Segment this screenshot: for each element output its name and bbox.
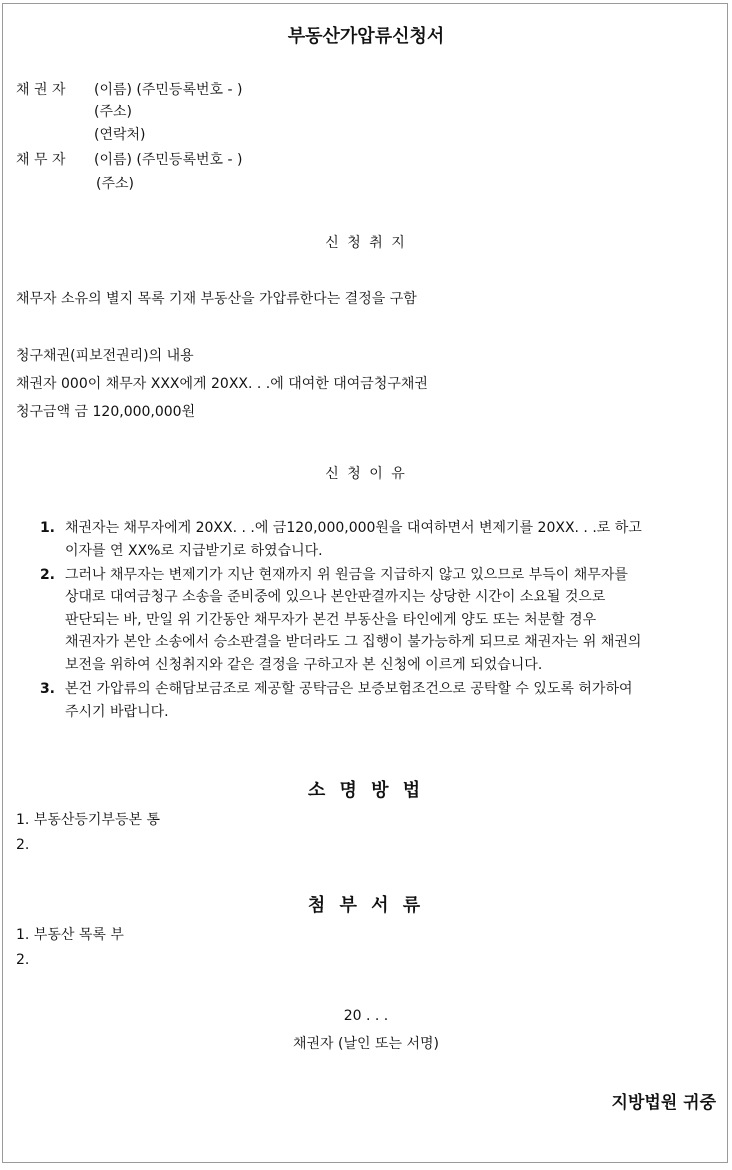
- claim-description: 채권자 000이 채무자 XXX에게 20XX. . .에 대여한 대여금청구채권: [16, 376, 428, 392]
- reason-3-number: 3.: [39, 681, 55, 697]
- claim-amount: 청구금액 금 120,000,000원: [16, 404, 196, 420]
- document-title: 부동산가압류신청서: [287, 26, 445, 47]
- court-recipient: 지방법원 귀중: [611, 1093, 716, 1113]
- reason-1-line: 이자를 연 XX%로 지급받기로 하였습니다.: [65, 543, 323, 559]
- reasons-heading: 신 청 이 유: [325, 466, 407, 482]
- purpose-text: 채무자 소유의 별지 목록 기재 부동산을 가압류한다는 결정을 구함: [16, 291, 417, 307]
- reason-3-line: 본건 가압류의 손해담보금조로 제공할 공탁금은 보증보험조건으로 공탁할 수 있도록 허가하여: [65, 681, 633, 697]
- creditor-name-line: (이름) (주민등록번호 - ): [94, 82, 243, 98]
- creditor-signature: 채권자 (날인 또는 서명): [293, 1036, 439, 1052]
- debtor-name-line: (이름) (주민등록번호 - ): [94, 152, 243, 168]
- debtor-address-line: (주소): [96, 176, 134, 192]
- creditor-address-line: (주소): [94, 104, 132, 120]
- attachment-item-2: 2.: [16, 952, 30, 968]
- evidence-item-1: 1. 부동산등기부등본 통: [16, 812, 160, 828]
- creditor-label: 채 권 자: [16, 82, 66, 98]
- creditor-contact-line: (연락처): [94, 127, 146, 143]
- attachment-item-1: 1. 부동산 목록 부: [16, 927, 124, 943]
- reason-2-line: 판단되는 바, 만일 위 기간동안 채무자가 본건 부동산을 타인에게 양도 또는 처분할 경우: [65, 612, 597, 628]
- reason-1-line: 채권자는 채무자에게 20XX. . .에 금120,000,000원을 대여하면서 변제기를 20XX. . .로 하고: [65, 520, 642, 536]
- reason-3-line: 주시기 바랍니다.: [65, 704, 169, 720]
- attachments-heading: 첨 부 서 류: [307, 895, 425, 916]
- reason-1-number: 1.: [39, 520, 55, 536]
- reason-2-line: 보전을 위하여 신청취지와 같은 결정을 구하고자 본 신청에 이르게 되었습니다.: [65, 657, 543, 673]
- claim-heading: 청구채권(피보전권리)의 내용: [16, 348, 194, 364]
- reason-2-line: 상대로 대여금청구 소송을 준비중에 있으나 본안판결까지는 상당한 시간이 소요될 것으로: [65, 589, 606, 605]
- reason-2-line: 채권자가 본안 소송에서 승소판결을 받더라도 그 집행이 불가능하게 되므로 채권자는 위 채권의: [65, 634, 642, 650]
- reason-2-number: 2.: [39, 567, 55, 583]
- evidence-heading: 소 명 방 법: [307, 780, 425, 801]
- filing-date: 20 . . .: [343, 1008, 389, 1024]
- reason-2-line: 그러나 채무자는 변제기가 지난 현재까지 위 원금을 지급하지 않고 있으므로 부득이 채무자를: [65, 567, 628, 583]
- evidence-item-2: 2.: [16, 837, 30, 853]
- debtor-label: 채 무 자: [16, 152, 66, 168]
- purpose-heading: 신 청 취 지: [325, 235, 407, 251]
